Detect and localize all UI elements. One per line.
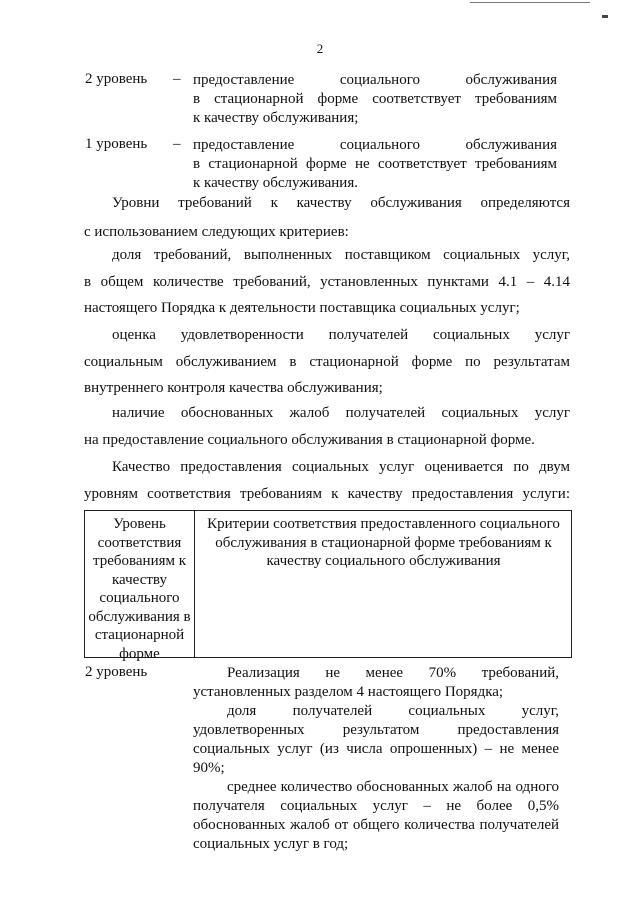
- criteria-intro-line1: Уровни требований к качеству обслуживания определяются: [112, 195, 570, 211]
- criterion-1-line1: доля требований, выполненных поставщиком социальных услуг,: [112, 247, 570, 263]
- header-line: форме: [119, 645, 160, 662]
- table-header-criteria: [196, 511, 571, 657]
- text-line: получателя социальных услуг – не более 0,5%: [193, 798, 559, 814]
- header-line: Уровень: [113, 516, 166, 532]
- text-line: в стационарной форме не соответствует требованиям: [193, 156, 557, 172]
- quality-para-line1: Качество предоставления социальных услуг оценивается по двум: [112, 459, 570, 475]
- criterion-2-line2: социальным обслуживанием в стационарной форме по результатам: [84, 354, 570, 370]
- text-line: к качеству обслуживания;: [193, 110, 359, 126]
- table-header-level: [85, 511, 195, 662]
- level-2-label: 2 уровень: [85, 71, 148, 87]
- level-2-details-label: 2 уровень: [85, 664, 148, 680]
- scan-mark: [602, 15, 608, 18]
- header-line: социального: [99, 590, 180, 606]
- level-2-details: [193, 664, 559, 854]
- text-line: социальных услуг (из числа опрошенных) – не менее: [193, 741, 559, 757]
- text-line: в стационарной форме соответствует требованиям: [193, 91, 557, 107]
- text-line: социальных услуг в год;: [193, 836, 349, 852]
- text-line: к качеству обслуживания.: [193, 175, 358, 191]
- level-1-description: [193, 136, 557, 193]
- criteria-intro-line2: с использованием следующих критериев:: [84, 224, 349, 240]
- criterion-3-line2: на предоставление социального обслуживания в стационарной форме.: [84, 432, 535, 448]
- text-line: установленных разделом 4 настоящего Порядка;: [193, 684, 504, 700]
- text-line: предоставление социального обслуживания: [193, 137, 557, 153]
- dash: –: [173, 71, 181, 87]
- criterion-1-line2: в общем количестве требований, установленных пунктами 4.1 – 4.14: [84, 274, 570, 290]
- level-2-description: [193, 71, 557, 128]
- dash: –: [173, 136, 181, 152]
- level-1-label: 1 уровень: [85, 136, 148, 152]
- text-line: Реализация не менее 70% требований,: [227, 665, 559, 681]
- criteria-table: [84, 510, 572, 662]
- criterion-2-line3: внутреннего контроля качества обслуживания;: [84, 380, 383, 396]
- page-number: 2: [316, 41, 324, 56]
- header-line: обслуживания в: [88, 608, 191, 625]
- header-line: Критерии соответствия предоставленного социального: [207, 516, 560, 532]
- text-line: обоснованных жалоб от общего количества получателей: [193, 817, 559, 833]
- header-line: соответствия: [97, 534, 182, 551]
- criterion-1-line3: настоящего Порядка к деятельности поставщика социальных услуг;: [84, 300, 520, 316]
- text-line: среднее количество обоснованных жалоб на одного: [227, 779, 559, 795]
- header-line: качеству социального обслуживания: [266, 553, 501, 569]
- header-line: требованиям к: [92, 553, 187, 569]
- criterion-3-line1: наличие обоснованных жалоб получателей социальных услуг: [112, 405, 570, 421]
- header-line: качеству: [112, 571, 167, 588]
- header-line: стационарной: [94, 627, 185, 643]
- text-line: предоставление социального обслуживания: [193, 72, 557, 88]
- header-line: обслуживания в стационарной форме требованиям к: [215, 534, 552, 551]
- text-line: удовлетворенных результатом предоставления: [193, 722, 559, 738]
- criterion-2-line1: оценка удовлетворенности получателей социальных услуг: [112, 327, 570, 343]
- text-line: 90%;: [193, 760, 225, 776]
- quality-para-line2: уровням соответствия требованиям к качеству предоставления услуги:: [84, 486, 570, 502]
- scan-mark: [470, 2, 590, 3]
- text-line: доля получателей социальных услуг,: [227, 703, 559, 719]
